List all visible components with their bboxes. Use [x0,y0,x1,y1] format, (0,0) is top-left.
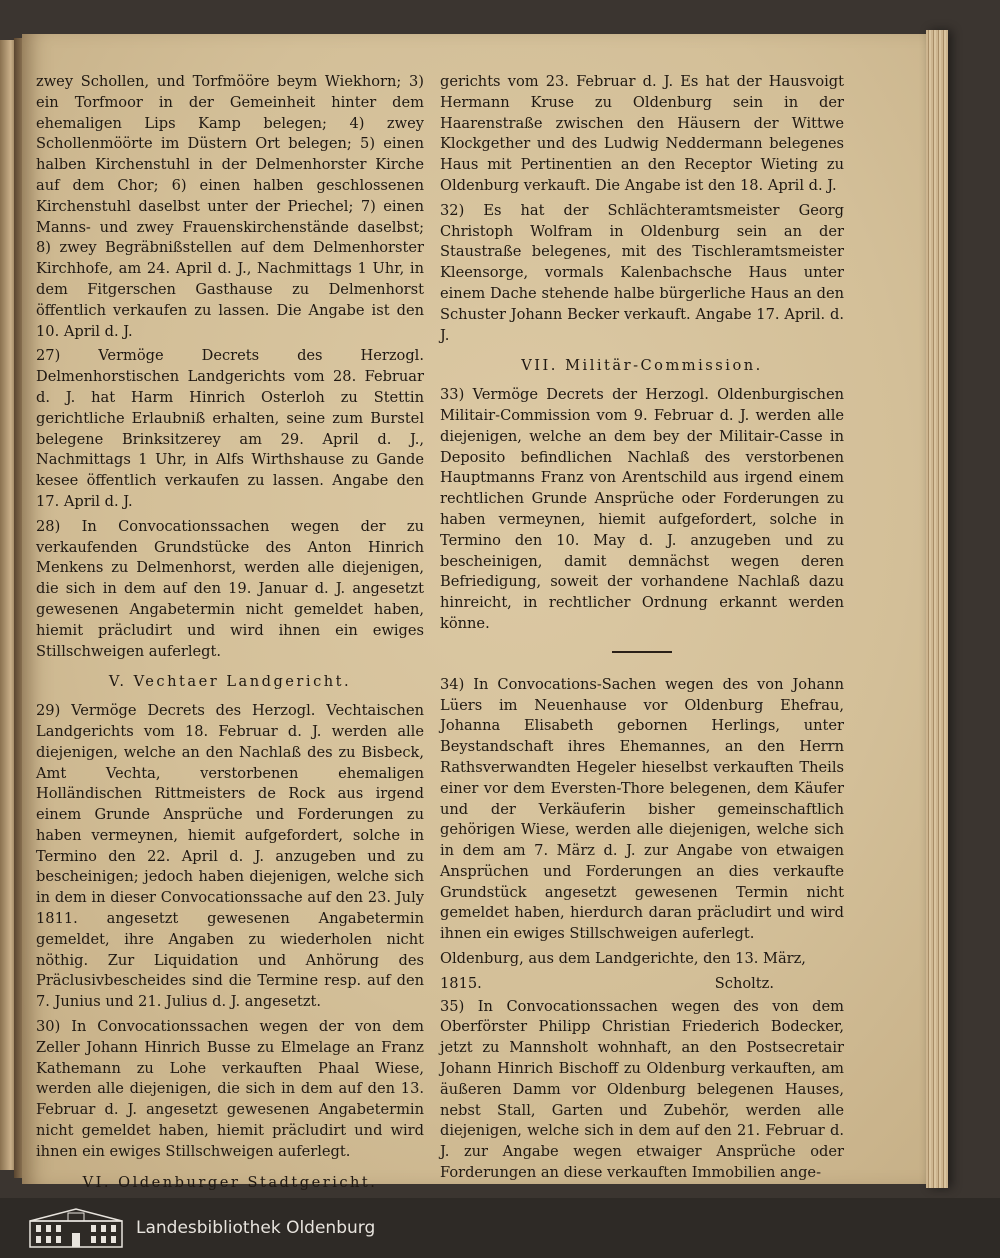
paragraph-28: 28) In Convocationssachen wegen der zu verkaufenden Grundstücke des Anton Hinrich Menkens zu Delmenhorst, werden alle diejenigen, die sich in dem auf den 19. Januar d. J. angesetzt gewesenen Angabetermin nicht gemeldet haben, hiemit präcludirt und wird ihnen ein ewiges Stillschweigen auferlegt. [36,517,424,660]
section-divider [612,651,672,653]
paragraph-33: 33) Vermöge Decrets der Herzogl. Oldenburgischen Militair-Commission vom 9. Februar d. J. werden alle diejenigen, welche an dem bey der Militair-Casse in Deposito befindlichen Nachlaß des verstorbenen Hauptmanns Franz von Arentschild aus irgend einem rechtlichen Grunde Ansprüche oder Forderungen zu haben vermeynen, hiemit aufgefordert, solche in Termino den 10. May d. J. anzugeben und zu bescheinigen, damit demnächst wegen deren Befriedigung, soweit der vorhandene Nachlaß dazu hinreicht, in rechtlicher Ordnung erkannt werden könne. [440,386,844,632]
paragraph-30: 30) In Convocationssachen wegen der von dem Zeller Johann Hinrich Busse zu Elmelage an Franz Kathemann zu Lohe verkauften Phaal Wiese, werden alle diejenigen, die sich in dem auf den 13. Februar d. J. angesetzt gewesenen Angabetermin nicht gemeldet haben, hiemit präcludirt und wird ihnen ein ewiges Stillschweigen auferlegt. [36,1018,424,1160]
library-building-icon [28,1207,124,1249]
paragraph-35: 35) In Convocationssachen wegen des von dem Oberförster Philipp Christian Friederich Bodecker, jetzt zu Mannsholt wohnhaft, an den Postsecretair Johann Hinrich Bischoff zu Oldenburg verkauften, am äußeren Damm vor Oldenburg belegenen Hauses, nebst Stall, Garten und Zubehör, werden alle diejenigen, welche sich in dem auf den 21. Februar d. J. zur Angabe wegen etwaiger Ansprüche oder Forderungen an diese verkauften Immobilien ange- [440,997,844,1182]
paragraph-continued: zwey Schollen, und Torfmööre beym Wiekhorn; 3) ein Torfmoor in der Gemeinheit hinter dem ehemaligen Lips Kamp belegen; 4) zwey Schollenmöörte im Düstern Ort belegen; 5) einen halben Kirchenstuhl in der Delmenhorster Kirche auf dem Chor; 6) einen halben geschlossenen Kirchenstuhl daselbst unter der Priechel; 7) einen Manns- und zwey Frauenskirchenstände daselbst; 8) zwey Begräbnißstellen auf dem Delmenhorster Kirchhofe, am 24. April d. J., Nachmittags 1 Uhr, in dem Fitgerschen Gasthause zu Delmenhorst öffentlich verkaufen zu lassen. Die Angabe ist den 10. April d. J. [36,73,424,340]
library-name: Landesbibliothek Oldenburg [136,1218,376,1238]
section-heading-v: V. Vechtaer Landgericht. [108,673,352,691]
signature-place-date: Oldenburg, aus dem Landgerichte, den 13. März, [440,950,806,968]
paragraph-32: 32) Es hat der Schlächteramtsmeister Georg Christoph Wolfram in Oldenburg sein an der Staustraße belegenes, mit des Tischleramtsmeister Kleensorge, vormals Kalenbachsche Haus unter einem Dache stehende halbe bürgerliche Haus an den Schuster Johann Becker verkauft. Angabe 17. April. d. J. [440,201,844,344]
page-edges [926,30,948,1188]
section-heading-vii: VII. Militär-Commission. [521,357,763,375]
paragraph-29: 29) Vermöge Decrets des Herzogl. Vechtaischen Landgerichts vom 18. Februar d. J. werden alle diejenigen, welche an den Nachlaß des zu Bisbeck, Amt Vechta, verstorbenen ehemaligen Holländischen Rittmeisters de Rock aus irgend einem Grunde Ansprüche und Forderungen zu haben vermeynen, hiemit aufgefordert, solche in Termino den 22. April d. J. anzugeben und zu bescheinigen; jedoch haben diejenigen, welche sich in dem in dieser Convocationssache auf den 23. July 1811. angesetzt gewesenen Angabetermin gemeldet, ihre Angaben zu wiederholen nicht nöthig. Zur Liquidation und Anhörung des Präclusivbescheides sind die Termine resp. auf den 7. Junius und 21. Julius d. J. angesetzt. [36,702,424,1011]
paragraph-27: 27) Vermöge Decrets des Herzogl. Delmenhorstischen Landgerichts vom 28. Februar d. J. hat Harm Hinrich Osterloh zu Stettin gerichtliche Erlaubniß erhalten, seine zum Burstel belegene Brinksitzerey am 29. April d. J., Nachmittags 1 Uhr, in Alfs Wirthshause zu Gande kesee öffentlich verkaufen zu lassen. Angabe den 17. April d. J. [36,347,424,510]
signature-line [440,974,844,995]
paragraph-31-continued: gerichts vom 23. Februar d. J. Es hat der Hausvoigt Hermann Kruse zu Oldenburg sein in der Haarenstraße zwischen den Häusern der Wittwe Klockgether und des Ludwig Neddermann belegenes Haus mit Pertinentien an den Receptor Wieting zu Oldenburg verkauft. Die Angabe ist den 18. April d. J. [440,73,844,194]
signature-name: Scholtz. [714,974,774,992]
footer-bar [0,1198,1000,1258]
left-column [36,72,424,1247]
paragraph-34: 34) In Convocations-Sachen wegen des von Johann Lüers im Neuenhause vor Oldenburg Ehefrau, Johanna Elisabeth gebornen Herlings, unter Beystandschaft ihres Ehemannes, an den Herrn Rathsverwandten Hegeler hieselbst verkauften Theils einer vor dem Eversten-Thore belegenen, dem Käufer und der Verkäuferin bisher gemeinschaftlich gehörigen Wiese, werden alle diejenigen, welche sich in dem am 7. März d. J. zur Angabe von etwaigen Ansprüchen und Forderungen an dies verkaufte Grundstück angesetzt gewesenen Termin nicht gemeldet haben, hierdurch daran präcludirt und wird ihnen ein ewiges Stillschweigen auferlegt. [440,675,844,943]
section-heading-vi: VI. Oldenburger Stadtgericht. [82,1173,378,1191]
right-column [440,72,844,1188]
signature-year: 1815. [440,974,482,992]
